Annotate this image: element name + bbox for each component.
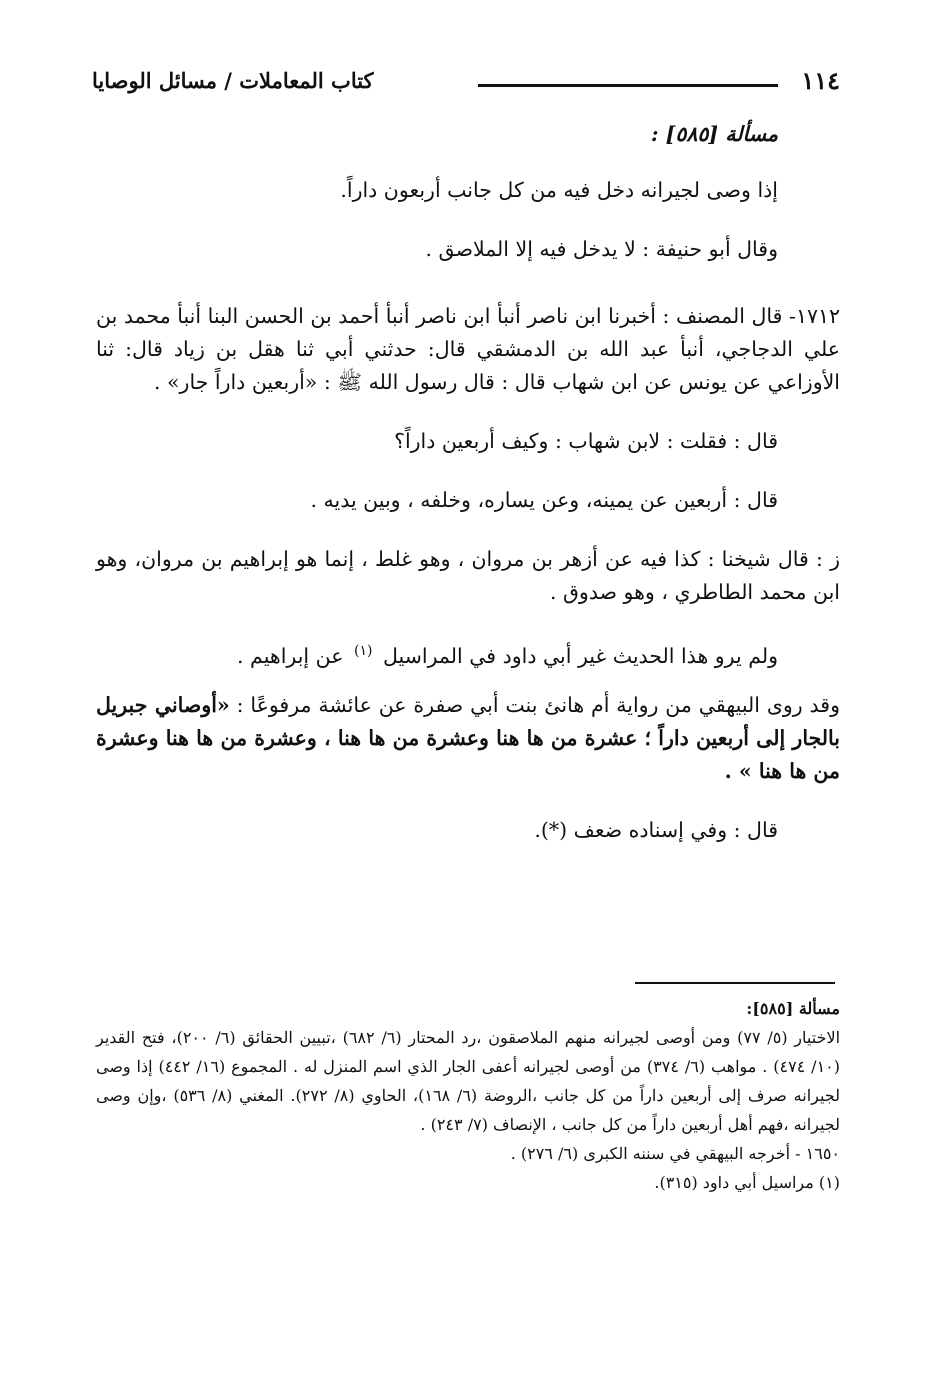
paragraph-ruling: إذا وصى لجيرانه دخل فيه من كل جانب أربعون داراً. <box>340 178 778 202</box>
paragraph-answer: قال : أربعين عن يمينه، وعن يساره، وخلفه ، وبين يديه . <box>310 488 778 512</box>
footnote-heading: مسألة [٥٨٥]: <box>746 999 840 1018</box>
footnote-sources: الاختيار (٥/ ٧٧) ومن أوصى لجيرانه منهم الملاصقون ،رد المحتار (٦/ ٦٨٢) ،تبيين الحقائق (٦/ ٢٠٠)، فتح القدير (١٠/ ٤٧٤) . مواهب (٦/ ٣٧٤) من أوصى لجيرانه أعفى الجار الذي اسم المنزل له . المجموع (١٦/ ٤٤٢) إذا وصى لجيرانه صرف إلى أربعين داراً من كل جانب ،الروضة (٦/ ١٦٨)، الحاوي (٨/ ٢٧٢). المغني (٨/ ٥٣٦) ،وإن وصى لجيرانه ،فهم أهل أربعين داراً من كل جانب ، الإنصاف (٧/ ٢٤٣) . <box>96 1028 841 1134</box>
marasil-text: ولم يرو هذا الحديث غير أبي داود في المراسيل <box>382 643 778 668</box>
bayhaqi-quote: «أوصاني جبريل بالجار إلى أربعين داراً ؛ عشرة من ها هنا وعشرة من ها هنا ، وعشرة من ها هنا وعشرة من ها هنا » . <box>96 692 840 783</box>
marasil-text-end: عن إبراهيم . <box>237 643 344 668</box>
paragraph-marasil <box>96 635 840 673</box>
page-header <box>92 62 840 102</box>
paragraph-bayhaqi <box>96 689 840 788</box>
footnote-reference: (١) <box>353 643 373 659</box>
header-rule <box>478 84 778 87</box>
footnote-marasil: (١) مراسيل أبي داود (٣١٥). <box>654 1173 840 1192</box>
paragraph-weakness: قال : وفي إسناده ضعف (*). <box>534 817 778 842</box>
paragraph-question: قال : فقلت : لابن شهاب : وكيف أربعين داراً؟ <box>394 429 778 453</box>
bayhaqi-intro: وقد روى البيهقي من رواية أم هانئ بنت أبي صفرة عن عائشة مرفوعًا : <box>236 692 840 717</box>
paragraph-abu-hanifa: وقال أبو حنيفة : لا يدخل فيه إلا الملاصق . <box>425 237 778 261</box>
footnotes <box>96 994 840 1197</box>
question-title: مسألة [٥٨٥] : <box>650 122 778 146</box>
footnote-takhrij: ١٦٥٠ - أخرجه البيهقي في سننه الكبرى (٦/ ٢٧٦) . <box>510 1144 840 1163</box>
paragraph-hadith-chain: ١٧١٢- قال المصنف : أخبرنا ابن ناصر أنبأ ابن ناصر أنبأ أحمد بن الحسن البنا أنبأ محمد بن علي الدجاجي، أنبأ عبد الله بن الدمشقي قال: حدثني أبي ثنا هقل بن زياد قال: ثنا الأوزاعي عن يونس عن ابن شهاب قال : قال رسول الله ﷺ : «أربعين داراً جار» . <box>96 304 840 394</box>
running-title: كتاب المعاملات / مسائل الوصايا <box>92 68 374 93</box>
main-text <box>96 118 840 847</box>
paragraph-zawaid-note: ز : قال شيخنا : كذا فيه عن أزهر بن مروان ، وهو غلط ، إنما هو إبراهيم بن مروان، وهو ابن محمد الطاطري ، وهو صدوق . <box>96 547 840 604</box>
page-number: ١١٤ <box>801 66 840 95</box>
footnote-separator <box>635 982 835 984</box>
